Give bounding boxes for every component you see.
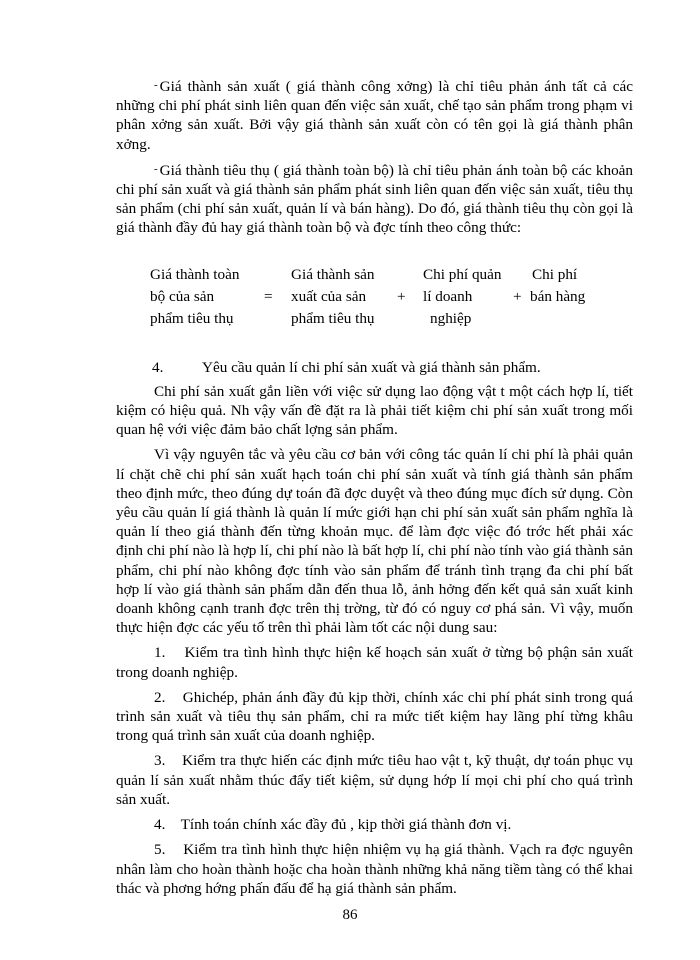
paragraph-production-cost	[116, 76, 633, 154]
paragraph-text: Giá thành tiêu thụ ( giá thành toàn bộ) là chỉ tiêu phản ánh toàn bộ các khoản chi phí sản xuất và giá thành sản phẩm phát sinh liên quan đến việc sản xuất, tiêu thụ sản phẩm (chi phí sản xuất, quản lí và bán hàng). Do đó, giá thành tiêu thụ còn gọi là giá thành đầy đủ hay giá thành toàn bộ và đợc tính theo công thức:	[116, 161, 633, 237]
item-text: Ghichép, phản ánh đầy đủ kịp thời, chính xác chi phí phát sinh trong quá trình sản xuất và tiêu thụ sản phẩm, chỉ ra mức tiết kiệm hay lãng phí từng khâu trong quá trình sản xuất của doanh nghiệp.	[116, 688, 633, 745]
list-item	[116, 815, 633, 834]
formula-line: Chi phí quản	[423, 265, 502, 283]
paragraph-text: Giá thành sản xuất ( giá thành công xởng) là chỉ tiêu phản ánh tất cả các những chi phí phát sinh liên quan đến việc sản xuất, chế tạo sản phẩm trong phạm vi phân xởng sản xuất. Bởi vậy giá thành sản xuất còn có tên gọi là giá thành phân xởng.	[116, 78, 633, 153]
formula-line: Giá thành sản	[291, 265, 375, 283]
dash-marker: -	[154, 79, 158, 91]
paragraph-main-2: Vì vậy nguyên tắc và yêu cầu cơ bản với công tác quản lí chi phí là phải quản lí chặt chẽ chi phí sản xuất hạch toán chi phí sản xuất và tính giá thành sản phẩm theo định mức, theo đúng dự toán đã đợc duyệt và theo đúng mục đích sử dụng. Còn yêu cầu quản lí giá thành là quản lí mức giới hạn chi phí sản xuất sản phẩm nghĩa là quản lí theo giá thành đến từng khoản mục. để làm đợc việc đó trớc hết phải xác định chi phí nào là hợp lí, chi phí nào là bất hợp lí, chi phí nào tính vào giá thành sản phẩm, chi phí nào không đợc tính vào sản phẩm để tránh tình trạng đa chi phí bất hợp lí vào giá thành sản phẩm dẫn đến thua lỗ, ảnh hởng đến kết quả sản xuất kinh doanh không cạnh tranh đợc trên thị trờng, từ đó có nguy cơ phá sản. Vì vậy, muốn thực hiện đợc các yếu tố trên thì phải làm tốt các nội dung sau:	[116, 446, 633, 637]
list-item	[116, 643, 633, 681]
item-number: 3.	[154, 752, 166, 770]
item-text: Kiểm tra tình hình thực hiện nhiệm vụ hạ giá thành. Vạch ra đợc nguyên nhân làm cho hoàn thành hoặc cha hoàn thành những khả năng tiềm tàng có thể khai thác và phơng hớng phấn đấu để hạ giá thành sản phẩm.	[116, 841, 633, 897]
cost-formula	[116, 264, 633, 330]
formula-term-total-cost	[150, 264, 239, 330]
list-item	[116, 688, 633, 746]
document-body	[116, 76, 633, 904]
formula-term-production-cost	[291, 264, 375, 330]
formula-line: nghiệp	[430, 309, 472, 327]
formula-line: xuất của sản	[291, 287, 367, 305]
formula-equals: =	[264, 287, 273, 305]
item-text: Kiểm tra thực hiến các định mức tiêu hao vật t, kỹ thuật, dự toán phục vụ quản lí sản xuất nhằm thúc đẩy tiết kiệm, sử dụng hớp lí mọi chi phí cho quá trình sản xuất.	[116, 752, 633, 808]
item-number: 2.	[154, 688, 166, 706]
item-number: 4.	[154, 816, 166, 834]
item-number: 5.	[154, 841, 166, 859]
formula-line: Chi phí	[532, 265, 578, 283]
formula-term-selling-cost	[530, 264, 585, 308]
item-number: 1.	[154, 644, 166, 662]
section-title: Yêu cầu quản lí chi phí sản xuất và giá thành sản phẩm.	[202, 358, 541, 376]
formula-plus: +	[397, 287, 406, 305]
formula-plus: +	[513, 287, 522, 305]
item-text: Kiểm tra tình hình thực hiện kế hoạch sản xuất ở từng bộ phận sản xuất trong doanh nghiệp.	[116, 644, 633, 681]
item-text: Tính toán chính xác đầy đủ , kịp thời giá thành đơn vị.	[180, 816, 512, 834]
section-heading	[116, 358, 633, 377]
paragraph-main-1: Chi phí sản xuất gắn liền với việc sử dụng lao động vật t một cách hợp lí, tiết kiệm có hiệu quả. Nh vậy vấn đề đặt ra là phải tiết kiệm chi phí sản xuất trong mối quan hệ với việc đảm bảo chất lợng sản phẩm.	[116, 382, 633, 439]
dash-marker: -	[154, 162, 158, 175]
list-item	[116, 840, 633, 898]
section-number: 4.	[152, 358, 164, 376]
formula-line: lí doanh	[423, 287, 473, 305]
formula-line: phẩm tiêu thụ	[291, 309, 375, 327]
list-item	[116, 751, 633, 809]
page-number: 86	[342, 907, 358, 923]
paragraph-consumption-cost	[116, 160, 633, 238]
formula-line: phẩm tiêu thụ	[150, 309, 234, 327]
formula-line: Giá thành toàn	[150, 265, 240, 283]
formula-line: bộ của sản	[150, 287, 215, 305]
formula-line: bán hàng	[530, 287, 586, 305]
formula-term-management-cost	[423, 264, 501, 330]
